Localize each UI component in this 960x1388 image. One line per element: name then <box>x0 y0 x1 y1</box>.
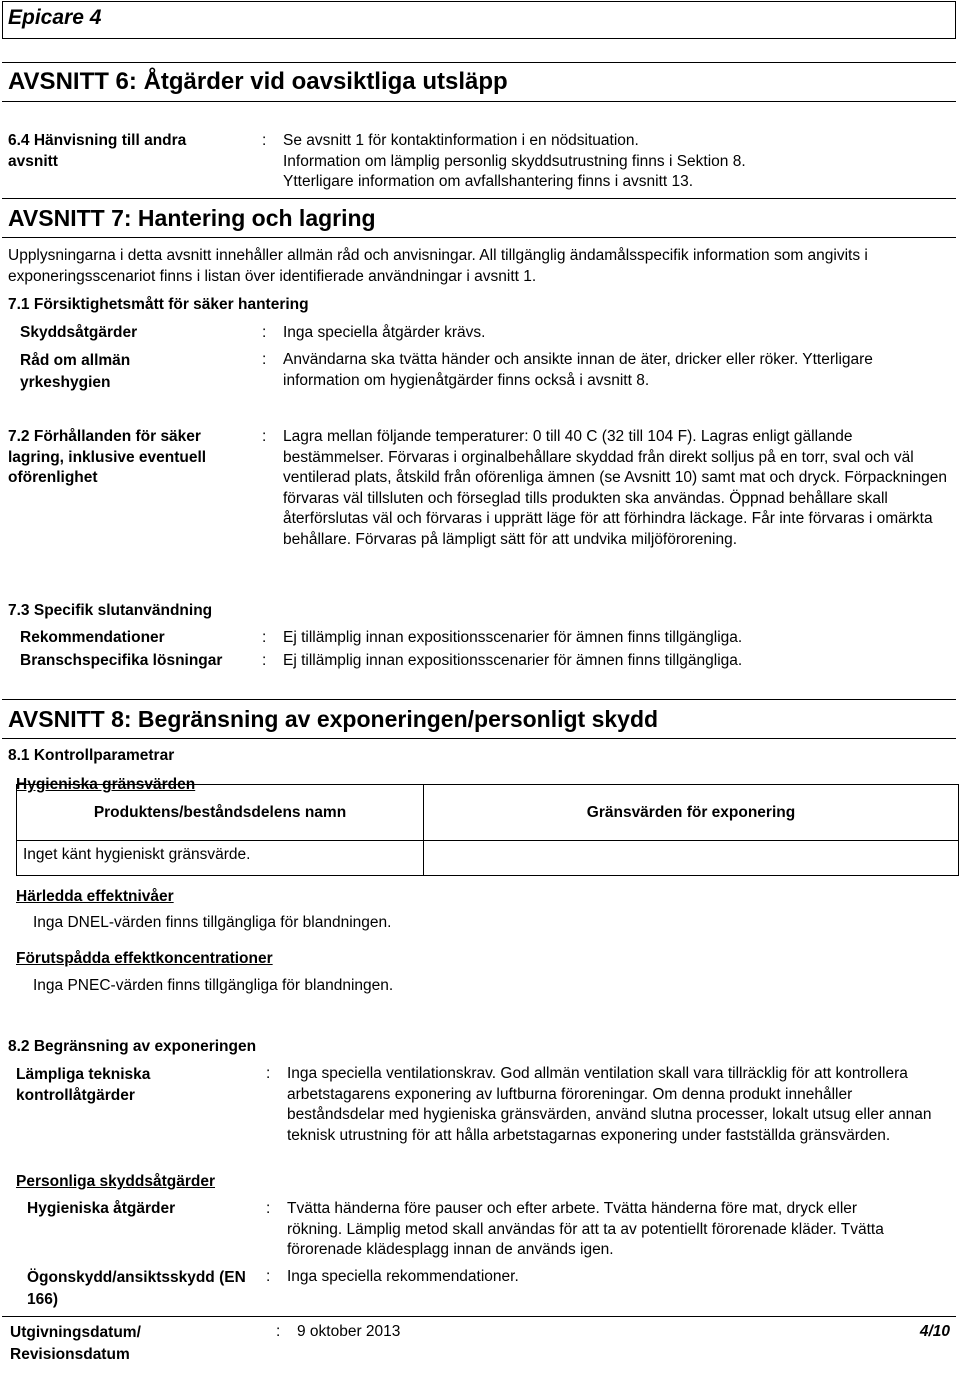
header-bar <box>2 1 956 39</box>
section6-ref-line: Ytterligare information om avfallshantering finns i avsnitt 13. <box>283 173 694 190</box>
section8-2-title: 8.2 Begränsning av exponeringen <box>8 1038 257 1055</box>
colon: : <box>266 1200 271 1217</box>
ppe-heading: Personliga skyddsåtgärder <box>16 1173 215 1190</box>
protective-measures-label: Skyddsåtgärder <box>20 324 138 341</box>
colon: : <box>262 324 267 341</box>
table-row-name: Inget känt hygieniskt gränsvärde. <box>17 841 424 876</box>
colon: : <box>262 629 267 646</box>
eye-protection-label: Ögonskydd/ansiktsskydd (EN 166) <box>27 1269 246 1308</box>
dnel-value: Inga DNEL-värden finns tillgängliga för blandningen. <box>33 914 392 931</box>
colon: : <box>262 351 267 368</box>
recommendations-value: Ej tillämplig innan expositionsscenarier för ämnen finns tillgängliga. <box>283 629 743 646</box>
footer-divider <box>2 1316 956 1317</box>
section7-2-value: Lagra mellan följande temperaturer: 0 till 40 C (32 till 104 F). Lagras enligt gällande bestämmelser. Förvaras i orginalbehållare skyddad från direkt solljus på en torr, sval och väl ventilerad plats, åtskild från oförenliga ämnen (se Avsnitt 10) samt mat och dryck. Förpackningen förvaras väl tillsluten och förseglad tills produkten ska användas. Öppnad behållare skall återförslutas väl och förvaras i upprätt läge för att förhindra läckage. Får inte förvaras i omärkta behållare. Förvaras på lämpligt sätt för att undvika miljöförorening. <box>283 428 947 548</box>
section7-intro: Upplysningarna i detta avsnitt innehåller allmän råd och anvisningar. All tillgänglig ändamålsspecifik information som angivits i exponeringsscenariot finns i listan över identifierade användningar i avsnitt 1. <box>8 247 868 285</box>
limits-heading: Hygieniska gränsvärden <box>16 776 196 793</box>
hygiene-advice-value: Användarna ska tvätta händer och ansikte innan de äter, dricker eller röker. Ytterligare information om hygienåtgärder finns också i avsnitt 8. <box>283 351 873 389</box>
engineering-controls-value: Inga speciella ventilationskrav. God allmän ventilation skall vara tillräcklig för att kontrollera arbetstagarens exponering av luftburna föroreningar. Om denna produkt innehåller beståndsdelar med hygieniska gränsvärden, använd slutna processer, lokalt utsug eller annan teknisk utrustning för att hålla arbetstagarnas exponering under fastställda gränsvärden. <box>287 1065 932 1144</box>
section6-ref-line: Se avsnitt 1 för kontaktinformation i en nödsituation. <box>283 132 639 149</box>
table-header-name: Produktens/beståndsdelens namn <box>17 785 424 841</box>
colon: : <box>266 1065 271 1082</box>
table-row-limits <box>424 841 959 876</box>
issue-date-value: 9 oktober 2013 <box>297 1323 401 1340</box>
colon: : <box>276 1323 281 1340</box>
section8-title: AVSNITT 8: Begränsning av exponeringen/personligt skydd <box>2 699 956 739</box>
issue-date-label: Utgivningsdatum/ Revisionsdatum <box>10 1324 141 1363</box>
product-name: Epicare 4 <box>8 6 102 29</box>
hygiene-measures-label: Hygieniska åtgärder <box>27 1200 176 1217</box>
industry-solutions-label: Branschspecifika lösningar <box>20 652 223 669</box>
section7-3-title: 7.3 Specifik slutanvändning <box>8 602 213 619</box>
section6-ref-line: Information om lämplig personlig skyddsutrustning finns i Sektion 8. <box>283 153 746 170</box>
pnec-heading: Förutspådda effektkoncentrationer <box>16 950 273 967</box>
exposure-limits-table <box>16 784 959 876</box>
section6-ref-label: 6.4 Hänvisning till andra avsnitt <box>8 132 187 170</box>
industry-solutions-value: Ej tillämplig innan expositionsscenarier för ämnen finns tillgängliga. <box>283 652 743 669</box>
eye-protection-value: Inga speciella rekommendationer. <box>287 1268 519 1285</box>
colon: : <box>262 132 267 149</box>
section8-1-title: 8.1 Kontrollparametrar <box>8 747 175 764</box>
pnec-value: Inga PNEC-värden finns tillgängliga för blandningen. <box>33 977 394 994</box>
colon: : <box>266 1268 271 1285</box>
hygiene-advice-label: Råd om allmän yrkeshygien <box>20 352 131 391</box>
colon: : <box>262 652 267 669</box>
section7-2-label: 7.2 Förhållanden för säker lagring, inklusive eventuell oförenlighet <box>8 428 207 486</box>
dnel-heading: Härledda effektnivåer <box>16 888 174 905</box>
recommendations-label: Rekommendationer <box>20 629 165 646</box>
section7-1-title: 7.1 Försiktighetsmått för säker hantering <box>8 296 309 313</box>
colon: : <box>262 428 267 445</box>
section7-title: AVSNITT 7: Hantering och lagring <box>2 198 956 238</box>
table-header-limits: Gränsvärden för exponering <box>424 785 959 841</box>
engineering-controls-label: Lämpliga tekniska kontrollåtgärder <box>16 1066 151 1104</box>
section6-title: AVSNITT 6: Åtgärder vid oavsiktliga utsläpp <box>2 62 956 102</box>
hygiene-measures-value: Tvätta händerna före pauser och efter arbete. Tvätta händerna före mat, dryck eller rökning. Lämplig metod skall användas för att ta av potentiellt förorenade kläder. Tvätta förorenade klädesplagg innan de används igen. <box>287 1200 884 1258</box>
page-number: 4/10 <box>919 1323 950 1340</box>
protective-measures-value: Inga speciella åtgärder krävs. <box>283 324 486 341</box>
